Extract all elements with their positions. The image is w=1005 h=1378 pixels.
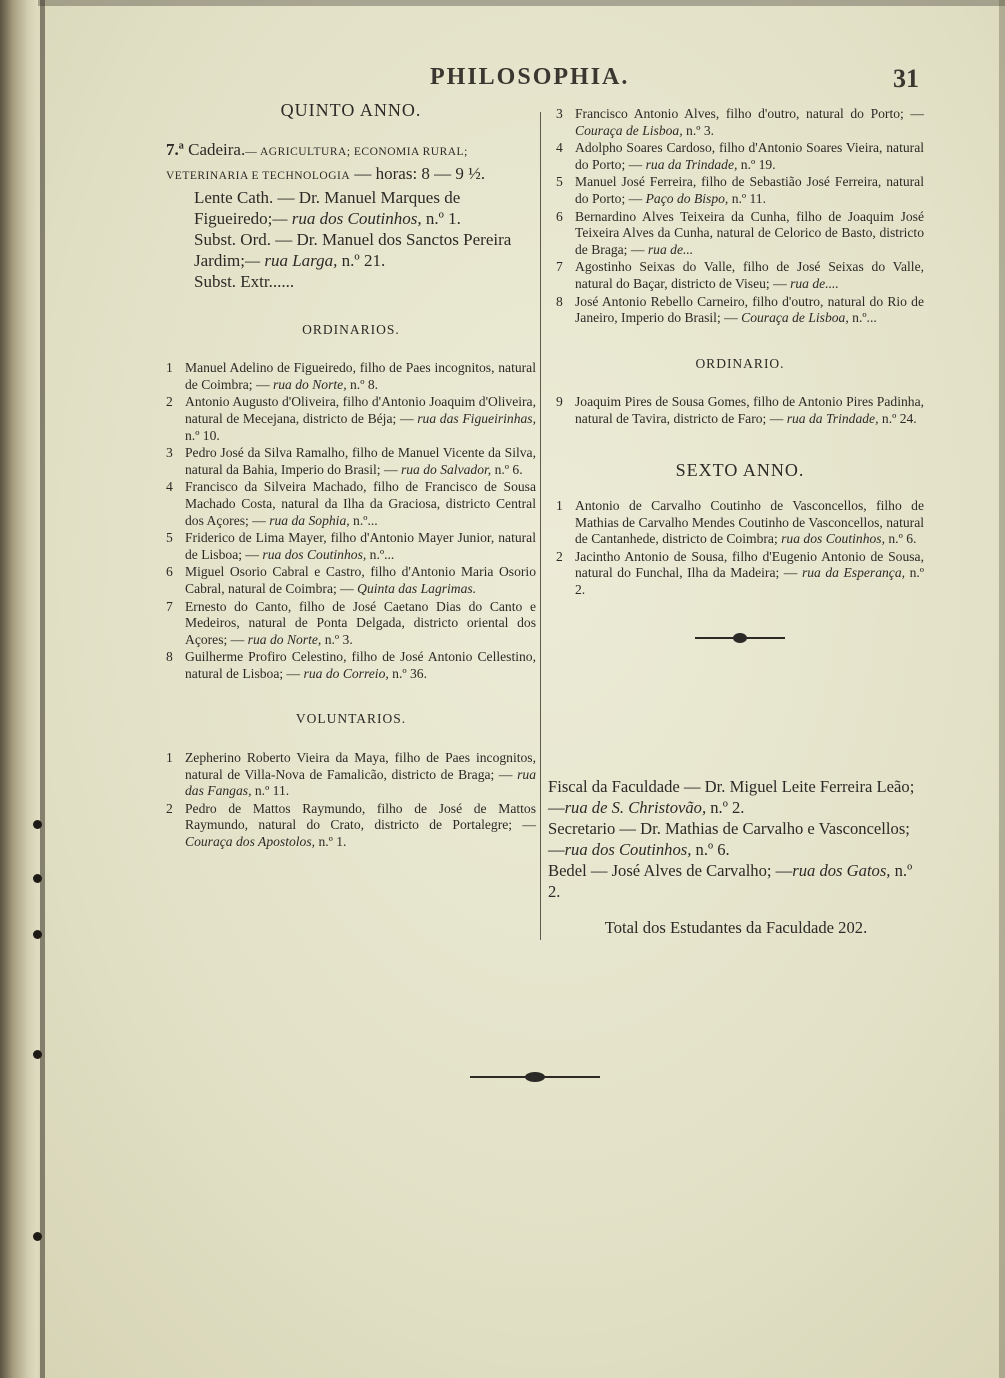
bedel-number: n.º 2.: [548, 861, 913, 901]
entry-number: 1: [166, 360, 173, 376]
subst-ord-line: [166, 229, 536, 271]
total-students: Total dos Estudantes da Faculdade 202.: [604, 918, 868, 937]
entry-house-number: n.º...: [349, 512, 378, 528]
chair-label: Cadeira.: [188, 139, 246, 159]
lente-label: Lente Cath. — Dr. Manuel Marques de Figueiredo;: [194, 187, 461, 228]
secretario-text: Secretario — Dr. Mathias de Carvalho e Vasconcellos; —: [548, 819, 910, 859]
list-item: [556, 174, 924, 207]
subst-ord-label: Subst. Ord. — Dr. Manuel dos Sanctos Pereira Jardim;: [194, 229, 512, 270]
entry-body: Friderico de Lima Mayer, filho d'Antonio Mayer Junior, natural de Lisboa; —: [185, 530, 536, 562]
section-heading-voluntarios: VOLUNTARIOS.: [295, 711, 407, 727]
year-heading-sexto: SEXTO ANNO.: [675, 459, 805, 480]
ordinario-list: [556, 394, 924, 427]
left-column: [166, 102, 536, 852]
bedel-text: Bedel — José Alves de Carvalho; —: [548, 861, 793, 880]
lente-street: — rua dos Coutinhos,: [272, 208, 422, 228]
book-binding: [0, 0, 38, 1378]
entry-street: rua da Trindade,: [786, 410, 879, 426]
entry-text: [575, 140, 924, 173]
entry-house-number: n.º...: [848, 310, 877, 326]
ordinarios-list: [166, 360, 536, 682]
entry-number: 7: [556, 259, 563, 275]
entry-text: [185, 649, 536, 682]
list-item: [556, 549, 924, 599]
secretario-number: n.º 6.: [691, 840, 730, 859]
voluntarios-continued-list: [556, 106, 924, 327]
entry-text: [185, 801, 536, 851]
chair-number: 7.ª: [166, 139, 184, 159]
lente-line: [166, 187, 536, 229]
chair-block: [166, 139, 536, 292]
entry-number: 3: [556, 106, 563, 121]
entry-street: Couraça dos Apostolos,: [185, 834, 316, 850]
spacer: [166, 683, 536, 711]
page-fold: [40, 0, 45, 1378]
entry-number: 8: [556, 293, 563, 309]
fiscal-line: [548, 776, 926, 818]
entry-street: rua das Figueirinhas,: [417, 410, 536, 426]
secretario-line: [548, 818, 926, 860]
entry-number: 9: [556, 394, 563, 410]
entry-house-number: n.º 2.: [575, 565, 924, 598]
entry-body: Bernardino Alves Teixeira da Cunha, filho de Joaquim José Teixeira Alves da Cunha, natural de Celorico de Basto, districto de Braga; —: [575, 208, 924, 257]
entry-street: rua da Trindade,: [645, 156, 738, 172]
entry-body: Joaquim Pires de Sousa Gomes, filho de Antonio Pires Padinha, natural de Tavira, districto de Faro; —: [575, 394, 924, 426]
subst-extr-line: Subst. Extr......: [194, 271, 295, 291]
spacer: [556, 328, 924, 356]
subst-ord-number: n.º 21.: [341, 250, 386, 270]
entry-street: rua da Sophia,: [269, 512, 350, 528]
list-item: [166, 530, 536, 563]
entry-number: 1: [166, 750, 173, 766]
divider-ornament: [695, 633, 785, 643]
entry-text: [575, 294, 924, 327]
column-rule: [540, 112, 541, 940]
year-heading-quinto: QUINTO ANNO.: [280, 100, 422, 120]
binding-stitch: [33, 1050, 42, 1059]
top-edge-shadow: [38, 0, 1005, 6]
entry-street: Paço do Bispo,: [645, 190, 729, 206]
entry-street: Couraça de Lisboa,: [741, 310, 849, 326]
entry-number: 4: [166, 479, 173, 495]
entry-number: 6: [166, 564, 173, 580]
chair-subject: — AGRICULTURA; ECONOMIA RURAL; VETERINARIA E TECHNOLOGIA: [166, 145, 468, 182]
entry-text: [185, 360, 536, 393]
entry-street: Couraça de Lisboa,: [575, 122, 683, 138]
bedel-street: rua dos Gatos,: [792, 861, 891, 880]
entry-number: 4: [556, 140, 563, 156]
chair-hours: — horas: 8 — 9 ½.: [354, 163, 486, 183]
entry-text: [575, 174, 924, 207]
page-number: 31: [893, 64, 919, 93]
bottom-ornament: [470, 1072, 600, 1082]
entry-house-number: n.º 6.: [884, 531, 917, 547]
entry-body: Miguel Osorio Cabral e Castro, filho d'Antonio Maria Osorio Cabral, natural de Coimbra; —: [185, 564, 536, 596]
list-item: [166, 360, 536, 393]
section-heading-ordinarios: ORDINARIOS.: [302, 321, 400, 337]
list-item: [166, 801, 536, 851]
entry-text: [185, 445, 536, 478]
section-heading-ordinario: ORDINARIO.: [695, 355, 785, 371]
binding-stitch: [33, 1232, 42, 1241]
entry-body: Pedro de Mattos Raymundo, filho de José de Mattos Raymundo, natural do Crato, districto de Portalegre; —: [185, 800, 536, 833]
entry-house-number: n.º 1.: [315, 834, 347, 850]
entry-number: 7: [166, 598, 173, 614]
list-item: [166, 649, 536, 682]
entry-street: rua das Fangas,: [185, 766, 536, 799]
entry-text: [575, 106, 924, 139]
voluntarios-list: [166, 750, 536, 851]
entry-street: rua dos Coutinhos,: [781, 531, 885, 547]
entry-body: Zepherino Roberto Vieira da Maya, filho de Paes incognitos, natural de Villa-Nova de Famalicão, districto de Braga; —: [185, 750, 536, 782]
entry-house-number: n.º...: [366, 546, 395, 562]
entry-number: 1: [556, 498, 563, 514]
entry-body: Francisco da Silveira Machado, filho de Francisco de Sousa Machado Costa, natural da Ilha da Graciosa, districto Central dos Açores; —: [185, 479, 536, 528]
entry-house-number: n.º 6.: [491, 461, 523, 477]
entry-number: 5: [556, 174, 563, 190]
secretario-street: rua dos Coutinhos,: [564, 840, 692, 859]
list-item: [556, 140, 924, 173]
entry-text: [575, 498, 924, 548]
chair-line: [166, 139, 536, 187]
entry-house-number: n.º 10.: [185, 427, 220, 443]
entry-number: 2: [166, 800, 173, 816]
entry-text: [185, 394, 536, 444]
entry-number: 2: [166, 394, 173, 410]
list-item: [166, 445, 536, 478]
entry-street: rua do Salvador,: [400, 461, 492, 477]
entry-text: [185, 750, 536, 800]
list-item: [166, 479, 536, 529]
entry-house-number: n.º 11.: [251, 783, 290, 799]
right-edge-shadow: [999, 0, 1005, 1378]
binding-stitch: [33, 820, 42, 829]
entry-house-number: n.º 36.: [388, 665, 427, 681]
binding-stitch: [33, 930, 42, 939]
entry-text: [185, 599, 536, 649]
entry-text: [575, 259, 924, 292]
entry-street: rua da Esperança,: [801, 565, 906, 581]
sexto-list: [556, 498, 924, 599]
entry-street: rua de....: [790, 275, 839, 291]
entry-number: 8: [166, 649, 173, 665]
entry-number: 6: [556, 208, 563, 224]
entry-body: Manuel Adelino de Figueiredo, filho de Paes incognitos, natural de Coimbra; —: [185, 360, 536, 392]
list-item: [166, 599, 536, 649]
entry-body: Adolpho Soares Cardoso, filho d'Antonio Soares Vieira, natural do Porto; —: [575, 140, 924, 172]
list-item: [556, 294, 924, 327]
bedel-line: [548, 860, 926, 902]
entry-street: rua de...: [647, 241, 694, 257]
right-column: [556, 106, 924, 683]
faculty-officials: [548, 776, 926, 902]
list-item: [556, 106, 924, 139]
list-item: [556, 209, 924, 259]
entry-body: José Antonio Rebello Carneiro, filho d'outro, natural do Rio de Janeiro, Imperio do Brasil; —: [575, 293, 924, 326]
entry-house-number: n.º 11.: [728, 190, 767, 206]
entry-house-number: n.º 19.: [737, 156, 776, 172]
list-item: [166, 750, 536, 800]
entry-text: [185, 530, 536, 563]
entry-body: Antonio Augusto d'Oliveira, filho d'Antonio Joaquim d'Oliveira, natural de Mecejana, districto de Béja; —: [185, 394, 536, 426]
fiscal-street: rua de S. Christovão,: [564, 798, 707, 817]
entry-body: Agostinho Seixas do Valle, filho de José Seixas do Valle, natural do Baçar, districto de Viseu; —: [575, 259, 924, 291]
list-item: [556, 498, 924, 548]
entry-text: [185, 564, 536, 597]
entry-number: 2: [556, 548, 563, 564]
entry-body: Guilherme Profiro Celestino, filho de José Antonio Cellestino, natural de Lisboa; —: [185, 649, 536, 681]
entry-text: [575, 394, 924, 427]
entry-text: [575, 209, 924, 259]
entry-body: Jacintho Antonio de Sousa, filho d'Eugenio Antonio de Sousa, natural do Funchal, Ilha da Madeira; —: [575, 548, 924, 581]
entry-text: [185, 479, 536, 529]
running-title: PHILOSOPHIA.: [430, 64, 630, 90]
entry-street: Quinta das Lagrimas.: [357, 580, 477, 596]
entry-body: Antonio de Carvalho Coutinho de Vasconcellos, filho de Mathias de Carvalho Mendes Coutinho de Vasconcellos, natural de Cantanhede, districto de Coimbra;: [575, 498, 924, 547]
entry-street: rua dos Coutinhos,: [262, 546, 367, 562]
fiscal-number: n.º 2.: [706, 798, 745, 817]
entry-street: rua do Correio,: [303, 665, 389, 681]
binding-stitch: [33, 874, 42, 883]
entry-body: Pedro José da Silva Ramalho, filho de Manuel Vicente da Silva, natural da Bahia, Imperio do Brasil; —: [185, 445, 536, 477]
entry-body: Ernesto do Canto, filho de José Caetano Dias do Canto e Medeiros, natural de Ponta Delgada, districto oriental dos Açores; —: [185, 598, 536, 647]
entry-house-number: n.º 8.: [346, 376, 379, 392]
subst-ord-street: — rua Larga,: [245, 250, 338, 270]
list-item: [166, 564, 536, 597]
list-item: [556, 394, 924, 427]
entry-house-number: n.º 24.: [878, 410, 917, 426]
entry-text: [575, 549, 924, 599]
entry-body: Francisco Antonio Alves, filho d'outro, natural do Porto; —: [575, 106, 924, 121]
list-item: [166, 394, 536, 444]
fiscal-text: Fiscal da Faculdade — Dr. Miguel Leite Ferreira Leão; —: [548, 777, 915, 817]
entry-number: 5: [166, 530, 173, 546]
lente-number: n.º 1.: [425, 208, 461, 228]
entry-street: rua do Norte,: [247, 631, 322, 647]
entry-number: 3: [166, 445, 173, 461]
entry-house-number: n.º 3.: [682, 122, 715, 138]
list-item: [556, 259, 924, 292]
entry-house-number: n.º 3.: [321, 631, 353, 647]
entry-street: rua do Norte,: [272, 376, 347, 392]
entry-body: Manuel José Ferreira, filho de Sebastião José Ferreira, natural do Porto; —: [575, 174, 924, 206]
